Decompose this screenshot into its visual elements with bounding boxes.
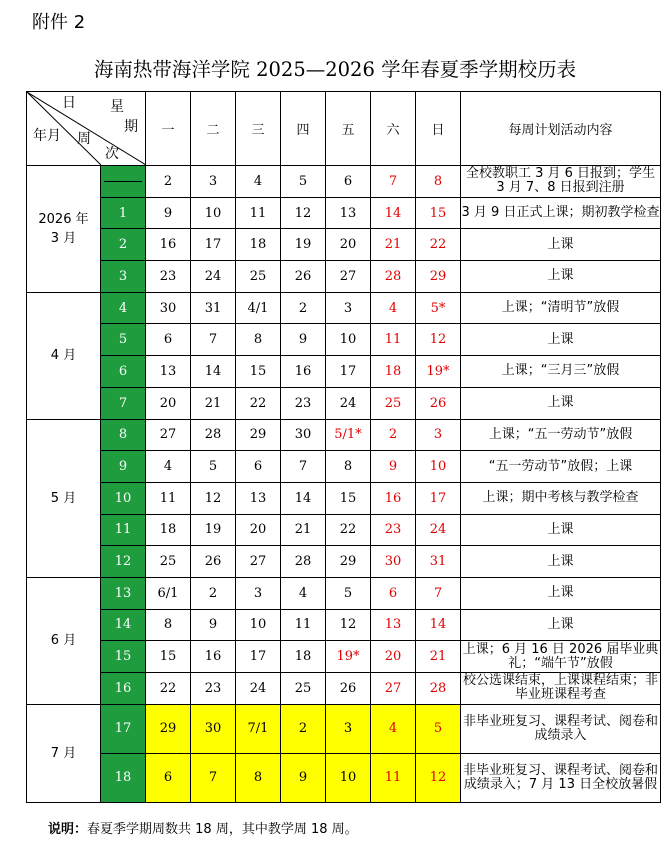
day-cell: 11	[371, 753, 416, 802]
day-header-tue: 二	[191, 92, 236, 166]
day-cell: 9	[281, 753, 326, 802]
day-cell: 16	[281, 356, 326, 388]
day-cell: 5	[281, 166, 326, 198]
table-row	[27, 514, 661, 546]
day-cell: 11	[371, 324, 416, 356]
day-cell: 15	[236, 356, 281, 388]
activity-cell: 上课；“五一劳动节”放假	[461, 419, 661, 451]
day-cell: 7	[281, 451, 326, 483]
day-cell: 23	[281, 387, 326, 419]
day-cell: 23	[191, 673, 236, 705]
day-cell: 14	[371, 197, 416, 229]
day-cell: 16	[191, 641, 236, 673]
activity-cell: 上课	[461, 387, 661, 419]
table-row	[27, 261, 661, 293]
day-cell: 22	[416, 229, 461, 261]
day-cell: 24	[236, 673, 281, 705]
day-header-sun: 日	[416, 92, 461, 166]
activity-cell: 校公选课结束，上课课程结束；非毕业班课程考查	[461, 673, 661, 705]
day-cell: 25	[371, 387, 416, 419]
week-number-cell: 18	[101, 753, 146, 802]
week-number-cell: 12	[101, 546, 146, 578]
day-cell: 6	[236, 451, 281, 483]
day-header-mon: 一	[146, 92, 191, 166]
day-cell: 2	[281, 704, 326, 753]
day-cell: 20	[236, 514, 281, 546]
day-cell: 7	[416, 577, 461, 609]
day-cell: 4	[371, 704, 416, 753]
day-cell: 5/1*	[326, 419, 371, 451]
day-cell: 27	[236, 546, 281, 578]
activity-cell: 上课	[461, 324, 661, 356]
day-cell: 6/1	[146, 577, 191, 609]
week-number-cell	[101, 166, 146, 198]
day-cell: 4	[371, 292, 416, 324]
day-cell: 26	[326, 673, 371, 705]
table-row	[27, 609, 661, 641]
table-row	[27, 166, 661, 198]
week-number-cell: 17	[101, 704, 146, 753]
day-cell: 17	[236, 641, 281, 673]
calendar-table	[26, 91, 661, 803]
header-row	[27, 92, 661, 166]
day-cell: 3	[236, 577, 281, 609]
day-header-wed: 三	[236, 92, 281, 166]
month-cell: 4 月	[27, 292, 101, 419]
day-cell: 4	[146, 451, 191, 483]
day-header-fri: 五	[326, 92, 371, 166]
week-number-cell: 15	[101, 641, 146, 673]
day-cell: 25	[281, 673, 326, 705]
day-cell: 15	[416, 197, 461, 229]
day-cell: 26	[191, 546, 236, 578]
day-cell: 19*	[416, 356, 461, 388]
day-cell: 12	[281, 197, 326, 229]
table-row	[27, 577, 661, 609]
day-cell: 7	[371, 166, 416, 198]
day-cell: 7/1	[236, 704, 281, 753]
table-row	[27, 356, 661, 388]
day-cell: 10	[416, 451, 461, 483]
activity-cell: 上课	[461, 577, 661, 609]
activity-cell: 上课；期中考核与教学检查	[461, 482, 661, 514]
day-cell: 9	[281, 324, 326, 356]
day-cell: 28	[416, 673, 461, 705]
day-cell: 29	[326, 546, 371, 578]
day-cell: 17	[416, 482, 461, 514]
activity-cell: 上课；“三月三”放假	[461, 356, 661, 388]
table-row	[27, 451, 661, 483]
day-cell: 8	[326, 451, 371, 483]
footnote-text: 春夏季学期周数共 18 周，其中教学周 18 周。	[87, 822, 358, 837]
day-cell: 29	[236, 419, 281, 451]
day-cell: 19	[281, 229, 326, 261]
day-cell: 8	[416, 166, 461, 198]
day-cell: 22	[236, 387, 281, 419]
corner-label-zhou: 周	[77, 131, 91, 147]
day-cell: 9	[146, 197, 191, 229]
activity-cell: 全校教职工 3 月 6 日报到；学生 3 月 7、8 日报到注册	[461, 166, 661, 198]
table-row	[27, 641, 661, 673]
day-cell: 13	[371, 609, 416, 641]
day-cell: 2	[191, 577, 236, 609]
table-row	[27, 482, 661, 514]
day-cell: 30	[281, 419, 326, 451]
day-cell: 2	[281, 292, 326, 324]
day-cell: 11	[146, 482, 191, 514]
day-cell: 11	[236, 197, 281, 229]
day-cell: 20	[146, 387, 191, 419]
table-row	[27, 387, 661, 419]
day-cell: 9	[371, 451, 416, 483]
day-cell: 13	[236, 482, 281, 514]
day-cell: 19	[191, 514, 236, 546]
day-cell: 28	[281, 546, 326, 578]
day-header-thu: 四	[281, 92, 326, 166]
activity-header: 每周计划活动内容	[461, 92, 661, 166]
day-cell: 29	[416, 261, 461, 293]
day-cell: 6	[146, 324, 191, 356]
day-cell: 24	[191, 261, 236, 293]
activity-cell: 上课；6 月 16 日 2026 届毕业典礼；“端午节”放假	[461, 641, 661, 673]
day-cell: 12	[326, 609, 371, 641]
day-cell: 27	[326, 261, 371, 293]
table-row	[27, 324, 661, 356]
day-cell: 12	[191, 482, 236, 514]
week-number-cell: 11	[101, 514, 146, 546]
attachment-label: 附件 2	[32, 12, 86, 33]
footnote	[48, 818, 358, 837]
day-cell: 27	[146, 419, 191, 451]
day-cell: 20	[326, 229, 371, 261]
day-cell: 28	[371, 261, 416, 293]
week-number-cell: 8	[101, 419, 146, 451]
day-cell: 7	[191, 324, 236, 356]
day-cell: 4	[236, 166, 281, 198]
day-cell: 21	[281, 514, 326, 546]
day-cell: 30	[371, 546, 416, 578]
day-cell: 10	[326, 324, 371, 356]
day-cell: 15	[326, 482, 371, 514]
day-cell: 18	[281, 641, 326, 673]
table-row	[27, 546, 661, 578]
table-row	[27, 229, 661, 261]
month-cell: 7 月	[27, 704, 101, 802]
activity-cell: 非毕业班复习、课程考试、阅卷和成绩录入	[461, 704, 661, 753]
day-cell: 3	[191, 166, 236, 198]
day-cell: 14	[416, 609, 461, 641]
day-cell: 8	[236, 753, 281, 802]
day-cell: 29	[146, 704, 191, 753]
day-cell: 18	[236, 229, 281, 261]
day-cell: 4/1	[236, 292, 281, 324]
table-row	[27, 197, 661, 229]
week-number-cell: 3	[101, 261, 146, 293]
day-cell: 3	[326, 704, 371, 753]
day-cell: 23	[371, 514, 416, 546]
day-cell: 30	[146, 292, 191, 324]
week-number-cell: 13	[101, 577, 146, 609]
day-cell: 6	[371, 577, 416, 609]
day-cell: 3	[326, 292, 371, 324]
day-cell: 28	[191, 419, 236, 451]
day-cell: 7	[191, 753, 236, 802]
footnote-label: 说明：	[48, 822, 88, 837]
day-cell: 17	[191, 229, 236, 261]
day-cell: 31	[416, 546, 461, 578]
day-cell: 24	[416, 514, 461, 546]
day-cell: 31	[191, 292, 236, 324]
day-cell: 30	[191, 704, 236, 753]
week-number-cell: 4	[101, 292, 146, 324]
day-cell: 6	[146, 753, 191, 802]
week-number-cell: 9	[101, 451, 146, 483]
day-cell: 8	[146, 609, 191, 641]
day-cell: 25	[236, 261, 281, 293]
day-cell: 10	[191, 197, 236, 229]
table-row	[27, 753, 661, 802]
blank-week-line	[104, 181, 142, 182]
table-row	[27, 673, 661, 705]
day-cell: 11	[281, 609, 326, 641]
week-number-cell: 16	[101, 673, 146, 705]
day-cell: 18	[146, 514, 191, 546]
day-cell: 5	[416, 704, 461, 753]
activity-cell: 上课	[461, 546, 661, 578]
day-cell: 2	[371, 419, 416, 451]
day-cell: 13	[146, 356, 191, 388]
day-cell: 16	[146, 229, 191, 261]
day-cell: 3	[416, 419, 461, 451]
activity-cell: 上课	[461, 261, 661, 293]
day-cell: 14	[191, 356, 236, 388]
activity-cell: 上课	[461, 514, 661, 546]
day-cell: 2	[146, 166, 191, 198]
month-cell: 5 月	[27, 419, 101, 577]
corner-label-xing: 星	[110, 99, 124, 115]
day-cell: 4	[281, 577, 326, 609]
activity-cell: “五一劳动节”放假；上课	[461, 451, 661, 483]
activity-cell: 非毕业班复习、课程考试、阅卷和成绩录入；7 月 13 日全校放暑假	[461, 753, 661, 802]
day-cell: 6	[326, 166, 371, 198]
corner-label-ci: 次	[105, 146, 119, 162]
table-row	[27, 704, 661, 753]
day-cell: 14	[281, 482, 326, 514]
day-cell: 8	[236, 324, 281, 356]
table-row	[27, 292, 661, 324]
day-cell: 5	[191, 451, 236, 483]
day-cell: 5*	[416, 292, 461, 324]
day-cell: 20	[371, 641, 416, 673]
week-number-cell: 14	[101, 609, 146, 641]
week-number-cell: 5	[101, 324, 146, 356]
day-cell: 18	[371, 356, 416, 388]
week-number-cell: 7	[101, 387, 146, 419]
day-cell: 19*	[326, 641, 371, 673]
month-cell: 6 月	[27, 577, 101, 704]
day-cell: 21	[416, 641, 461, 673]
day-cell: 9	[191, 609, 236, 641]
day-cell: 21	[371, 229, 416, 261]
activity-cell: 上课	[461, 609, 661, 641]
day-cell: 21	[191, 387, 236, 419]
day-cell: 17	[326, 356, 371, 388]
day-cell: 12	[416, 753, 461, 802]
table-row	[27, 419, 661, 451]
day-cell: 27	[371, 673, 416, 705]
corner-label-ri: 日	[62, 95, 76, 111]
day-cell: 23	[146, 261, 191, 293]
corner-label-nianyue: 年月	[33, 128, 61, 144]
day-cell: 10	[326, 753, 371, 802]
week-number-cell: 1	[101, 197, 146, 229]
day-cell: 5	[326, 577, 371, 609]
activity-cell: 上课；“清明节”放假	[461, 292, 661, 324]
day-cell: 12	[416, 324, 461, 356]
day-cell: 25	[146, 546, 191, 578]
day-cell: 24	[326, 387, 371, 419]
month-cell: 2026 年 3 月	[27, 166, 101, 293]
day-cell: 26	[416, 387, 461, 419]
week-number-cell: 6	[101, 356, 146, 388]
day-cell: 15	[146, 641, 191, 673]
activity-cell: 3 月 9 日正式上课；期初教学检查	[461, 197, 661, 229]
day-cell: 13	[326, 197, 371, 229]
day-cell: 22	[326, 514, 371, 546]
week-number-cell: 2	[101, 229, 146, 261]
activity-cell: 上课	[461, 229, 661, 261]
day-cell: 10	[236, 609, 281, 641]
day-cell: 26	[281, 261, 326, 293]
day-cell: 22	[146, 673, 191, 705]
week-number-cell: 10	[101, 482, 146, 514]
corner-header-cell	[27, 92, 146, 166]
page-title: 海南热带海洋学院 2025—2026 学年春夏季学期校历表	[93, 58, 577, 81]
day-cell: 16	[371, 482, 416, 514]
day-header-sat: 六	[371, 92, 416, 166]
corner-label-qi: 期	[124, 119, 138, 135]
